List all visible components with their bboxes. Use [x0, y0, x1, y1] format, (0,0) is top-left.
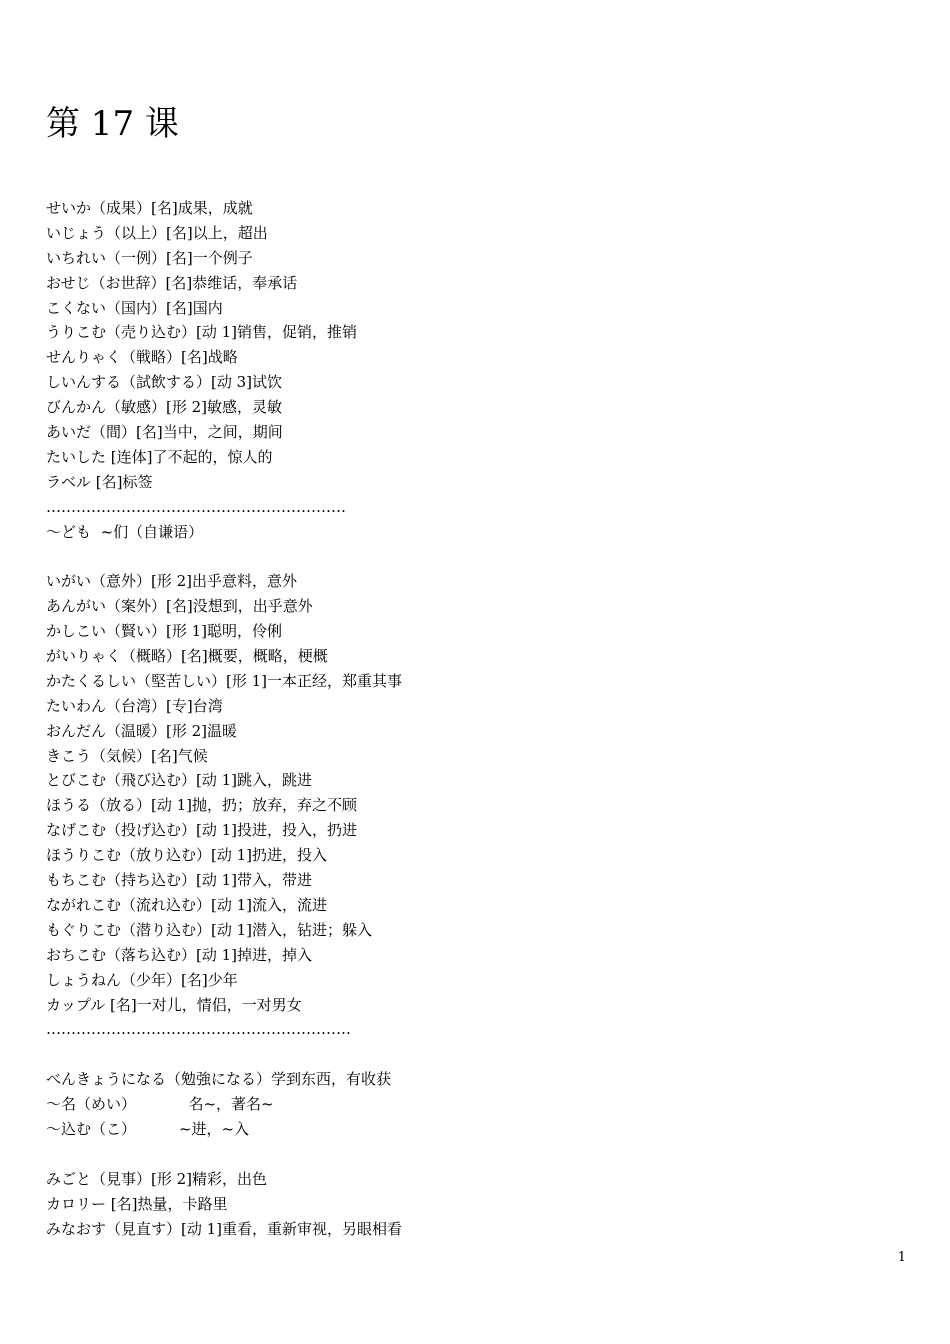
vocab-entry: おんだん（温暖）[形 2]温暖	[46, 721, 238, 740]
vocab-entry: きこう（気候）[名]气候	[46, 746, 208, 765]
vocab-entry: おせじ（お世辞）[名]恭维话，奉承话	[46, 273, 298, 292]
vocab-entry: ほうりこむ（放り込む）[动 1]扔进，投入	[46, 846, 328, 865]
vocab-entry: かたくるしい（堅苦しい）[形 1]一本正经，郑重其事	[46, 671, 403, 690]
vocabulary-list	[46, 196, 906, 1241]
vocab-entry: がいりゃく（概略）[名]概要，概略，梗概	[46, 647, 328, 666]
vocab-entry: しいんする（試飲する）[动 3]试饮	[46, 373, 283, 392]
page-title: 第 17 课	[46, 104, 179, 144]
vocab-entry: べんきょうになる（勉強になる）学到东西，有收获	[46, 1070, 392, 1089]
vocab-entry: ～込む（こ） ~进，~入	[46, 1119, 250, 1138]
blank-line	[46, 1042, 906, 1067]
vocab-entry: なげこむ（投げ込む）[动 1]投进，投入，扔进	[46, 821, 358, 840]
vocab-entry: あんがい（案外）[名]没想到，出乎意外	[46, 597, 313, 616]
vocab-entry: みごと（見事）[形 2]精彩，出色	[46, 1169, 268, 1188]
vocab-entry: もちこむ（持ち込む）[动 1]带入，带进	[46, 871, 313, 890]
vocab-entry: せいか（成果）[名]成果，成就	[46, 199, 253, 217]
vocab-entry: カロリー [名]热量，卡路里	[46, 1194, 228, 1213]
vocab-entry: いじょう（以上）[名]以上，超出	[46, 223, 268, 242]
vocab-entry: しょうねん（少年）[名]少年	[46, 970, 238, 989]
vocab-entry: びんかん（敏感）[形 2]敏感，灵敏	[46, 398, 283, 417]
vocab-entry: ラベル [名]标签	[46, 472, 153, 491]
dotted-separator: …………………………………………………….	[46, 1020, 351, 1039]
blank-line	[46, 1142, 906, 1167]
vocab-entry: おちこむ（落ち込む）[动 1]掉进，掉入	[46, 945, 313, 964]
vocab-entry: ほうる（放る）[动 1]抛，扔；放弃，弃之不顾	[46, 796, 358, 815]
vocab-entry: うりこむ（売り込む）[动 1]销售，促销，推销	[46, 323, 358, 342]
vocab-entry: かしこい（賢い）[形 1]聪明，伶俐	[46, 622, 283, 641]
vocab-entry: たいわん（台湾）[专]台湾	[46, 696, 223, 715]
vocab-entry: みなおす（見直す）[动 1]重看，重新审视，另眼相看	[46, 1219, 403, 1238]
vocab-entry: カップル [名]一对儿，情侣，一对男女	[46, 995, 302, 1014]
vocab-entry: せんりゃく（戦略）[名]战略	[46, 348, 238, 367]
vocab-entry: こくない（国内）[名]国内	[46, 298, 223, 317]
vocab-entry: ～ども ~们（自谦语）	[46, 522, 204, 541]
vocab-entry: いちれい（一例）[名]一个例子	[46, 248, 253, 267]
dotted-separator: ……………………………………………………	[46, 497, 346, 516]
vocab-entry: もぐりこむ（潜り込む）[动 1]潜入，钻进；躲入	[46, 920, 373, 939]
vocab-entry: たいした [连体]了不起的，惊人的	[46, 447, 273, 466]
vocab-entry: ～名（めい） 名~，著名~	[46, 1095, 274, 1114]
vocab-entry: いがい（意外）[形 2]出乎意料，意外	[46, 572, 298, 591]
vocab-entry: あいだ（間）[名]当中，之间，期间	[46, 423, 283, 442]
vocab-entry: とびこむ（飛び込む）[动 1]跳入，跳进	[46, 771, 313, 790]
page-number: 1	[897, 1250, 906, 1265]
vocab-entry: ながれこむ（流れ込む）[动 1]流入，流进	[46, 895, 328, 914]
blank-line	[46, 544, 906, 569]
